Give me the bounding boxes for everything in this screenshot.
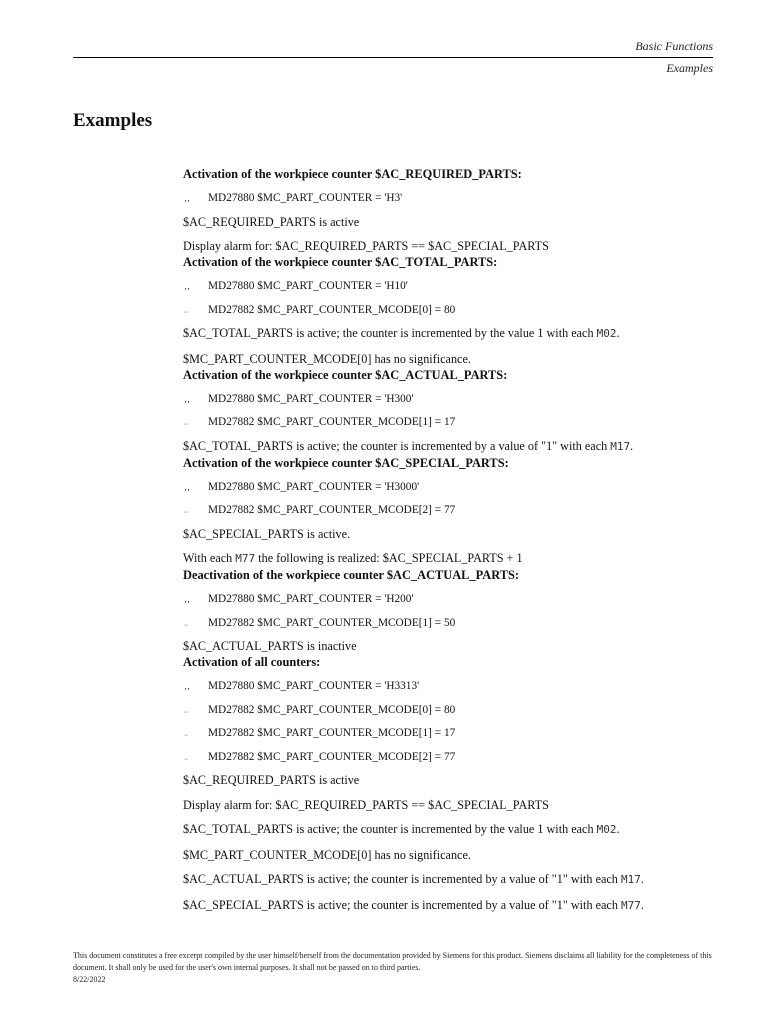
list-item-text: MD27882 $MC_PART_COUNTER_MCODE[2] = 77	[208, 750, 456, 763]
list-item-text: MD27882 $MC_PART_COUNTER_MCODE[2] = 77	[208, 504, 456, 516]
paragraph-text: Display alarm for: $AC_REQUIRED_PARTS == $AC_SPECIAL_PARTS	[183, 797, 549, 812]
paragraph	[183, 871, 723, 888]
header-rule	[73, 57, 713, 58]
paragraph-text: $AC_REQUIRED_PARTS is active	[183, 214, 360, 229]
list-item-text: MD27882 $MC_PART_COUNTER_MCODE[0] = 80	[208, 303, 456, 316]
paragraph	[183, 238, 723, 254]
paragraph-text: .	[630, 438, 634, 453]
section-title: Examples	[73, 110, 153, 131]
list-item	[183, 749, 723, 765]
list-item	[183, 391, 723, 407]
paragraph-text: $AC_TOTAL_PARTS is active; the counter is incremented by the value 1 with each	[183, 326, 597, 340]
list-item	[183, 591, 723, 607]
paragraph-text: .	[640, 872, 644, 886]
paragraph-text: .	[640, 897, 644, 912]
paragraph-text: $MC_PART_COUNTER_MCODE[0] has no significance.	[183, 847, 471, 862]
list-item	[183, 702, 723, 718]
paragraph-text: $MC_PART_COUNTER_MCODE[0] has no significance.	[183, 351, 471, 366]
list-item-text: MD27882 $MC_PART_COUNTER_MCODE[1] = 17	[208, 727, 456, 739]
paragraph	[183, 797, 723, 813]
code-text: M77	[620, 898, 641, 912]
paragraph-text: .	[616, 822, 620, 836]
list-item	[183, 414, 723, 430]
example-heading: Activation of the workpiece counter $AC_SPECIAL_PARTS:	[183, 455, 509, 470]
bullet-icon: ‚‚	[184, 731, 188, 737]
list-item	[183, 278, 723, 294]
bullet-icon: ‚‚	[184, 307, 188, 314]
bullet-icon: ‚‚	[184, 420, 188, 426]
list-item-text: MD27880 $MC_PART_COUNTER = 'H3'	[208, 192, 403, 204]
paragraph-text: With each	[183, 551, 236, 565]
paragraph	[183, 351, 723, 367]
footer-date: 8/22/2022	[73, 975, 106, 984]
bullet-icon: ‚‚	[184, 281, 190, 291]
list-item-text: MD27880 $MC_PART_COUNTER = 'H300'	[208, 392, 414, 405]
bullet-icon: ‚‚	[184, 707, 188, 714]
example-heading: Deactivation of the workpiece counter $AC_ACTUAL_PARTS:	[183, 568, 520, 582]
list-item	[183, 678, 723, 694]
code-text: M17	[610, 439, 631, 453]
code-text: M02	[596, 823, 617, 836]
example-heading: Activation of the workpiece counter $AC_ACTUAL_PARTS:	[183, 367, 508, 382]
paragraph-text: $AC_TOTAL_PARTS is active; the counter is incremented by the value 1 with each	[183, 822, 597, 836]
list-item	[183, 479, 723, 495]
code-text: M17	[620, 873, 641, 886]
bullet-icon: ‚‚	[184, 594, 190, 604]
bullet-icon: ‚‚	[184, 620, 188, 627]
bullet-icon: ‚‚	[184, 393, 190, 404]
bullet-icon: ‚‚	[184, 754, 188, 761]
example-heading: Activation of the workpiece counter $AC_REQUIRED_PARTS:	[183, 167, 522, 181]
paragraph	[183, 638, 723, 654]
header-subtitle: Examples	[666, 61, 713, 75]
paragraph-text: Display alarm for: $AC_REQUIRED_PARTS == $AC_SPECIAL_PARTS	[183, 239, 549, 253]
list-item	[183, 502, 723, 518]
paragraph-text: $AC_ACTUAL_PARTS is inactive	[183, 639, 357, 653]
list-item-text: MD27880 $MC_PART_COUNTER = 'H10'	[208, 280, 408, 292]
list-item-text: MD27882 $MC_PART_COUNTER_MCODE[1] = 17	[208, 416, 456, 428]
footer-disclaimer: This document constitutes a free excerpt compiled by the user himself/herself from the documentation provided by Siemens for this product. Siemens disclaims all liability for the completeness of this document. It shall only be used for the user's own internal purposes. It shall not be passed on to third parties.	[73, 951, 712, 972]
list-item-text: MD27880 $MC_PART_COUNTER = 'H3313'	[208, 680, 420, 692]
list-item-text: MD27882 $MC_PART_COUNTER_MCODE[1] = 50	[208, 616, 456, 629]
paragraph	[183, 772, 723, 788]
paragraph	[183, 847, 723, 863]
paragraph-text: $AC_SPECIAL_PARTS is active; the counter is incremented by a value of "1" with each	[183, 897, 621, 912]
list-item-text: MD27880 $MC_PART_COUNTER = 'H3000'	[208, 480, 420, 493]
paragraph-text: $AC_REQUIRED_PARTS is active	[183, 773, 360, 787]
paragraph-text: $AC_TOTAL_PARTS is active; the counter is incremented by a value of "1" with each	[183, 438, 611, 453]
document-body	[183, 166, 723, 922]
list-item	[183, 190, 723, 206]
paragraph-text: $AC_SPECIAL_PARTS is active.	[183, 526, 351, 541]
paragraph-text: .	[616, 326, 620, 340]
paragraph	[183, 821, 723, 838]
list-item	[183, 302, 723, 318]
bullet-icon: ‚‚	[184, 681, 190, 691]
code-text: M02	[596, 327, 617, 340]
paragraph-text: $AC_ACTUAL_PARTS is active; the counter is incremented by a value of "1" with each	[183, 872, 621, 886]
paragraph	[183, 526, 723, 542]
paragraph	[183, 897, 723, 914]
example-heading: Activation of all counters:	[183, 655, 321, 669]
paragraph	[183, 325, 723, 342]
paragraph	[183, 550, 723, 567]
paragraph	[183, 438, 723, 455]
example-heading: Activation of the workpiece counter $AC_TOTAL_PARTS:	[183, 255, 498, 269]
list-item-text: MD27882 $MC_PART_COUNTER_MCODE[0] = 80	[208, 703, 456, 716]
bullet-icon: ‚‚	[184, 508, 188, 514]
list-item-text: MD27880 $MC_PART_COUNTER = 'H200'	[208, 593, 414, 605]
bullet-icon: ‚‚	[184, 193, 190, 203]
paragraph-text: the following is realized: $AC_SPECIAL_PARTS + 1	[255, 551, 523, 565]
list-item	[183, 615, 723, 631]
paragraph	[183, 214, 723, 230]
bullet-icon: ‚‚	[184, 481, 190, 492]
code-text: M77	[235, 552, 256, 565]
list-item	[183, 725, 723, 741]
footer	[73, 950, 713, 986]
header-title: Basic Functions	[635, 39, 713, 53]
